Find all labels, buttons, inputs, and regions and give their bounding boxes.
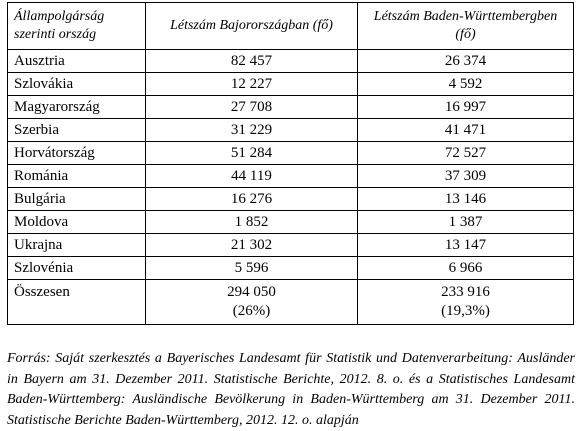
total-label: Összesen [8, 280, 146, 325]
total-bavaria-share: (26%) [232, 303, 271, 319]
table-row [8, 257, 574, 280]
country-cell: Ausztria [8, 50, 146, 73]
foreign-population-table [7, 2, 574, 325]
total-bw: 233 916 [441, 284, 490, 300]
bavaria-count-cell: 31 229 [146, 119, 358, 142]
bw-count-cell: 72 527 [358, 142, 574, 165]
bavaria-count-cell: 5 596 [146, 257, 358, 280]
source-note: Forrás: Saját szerkesztés a Bayerisches Landesamt für Statistik und Datenverarbeitung: Ausländer in Bayern am 31. Dezember 2011. Statistische Berichte, 2012. 8. o. és a Statistisches Landesamt Baden-Württemberg: Ausländische Bevölkerung in Baden-Württemberg am 31. Dezember 2011. Statistische Berichte Baden-Württemberg, 2012. 12. o. alapján [7, 351, 575, 428]
country-cell: Magyarország [8, 96, 146, 119]
table-row [8, 96, 574, 119]
bavaria-count-cell: 12 227 [146, 73, 358, 96]
table-row [8, 234, 574, 257]
table-row [8, 119, 574, 142]
total-bavaria-cell [146, 280, 358, 325]
bavaria-count-cell: 44 119 [146, 165, 358, 188]
bavaria-count-cell: 27 708 [146, 96, 358, 119]
country-cell: Szlovákia [8, 73, 146, 96]
header-country: Állampolgárság szerinti ország [8, 3, 146, 50]
table-total-row [8, 280, 574, 325]
country-cell: Szerbia [8, 119, 146, 142]
bw-count-cell: 6 966 [358, 257, 574, 280]
bw-count-cell: 13 147 [358, 234, 574, 257]
bavaria-count-cell: 16 276 [146, 188, 358, 211]
header-baden-wuerttemberg: Létszám Baden-Württembergben (fő) [358, 3, 574, 50]
bavaria-count-cell: 1 852 [146, 211, 358, 234]
country-cell: Románia [8, 165, 146, 188]
table-row [8, 165, 574, 188]
bw-count-cell: 37 309 [358, 165, 574, 188]
country-cell: Horvátország [8, 142, 146, 165]
country-cell: Bulgária [8, 188, 146, 211]
bw-count-cell: 26 374 [358, 50, 574, 73]
header-bavaria: Létszám Bajorországban (fő) [146, 3, 358, 50]
bw-count-cell: 13 146 [358, 188, 574, 211]
country-cell: Ukrajna [8, 234, 146, 257]
table-header-row [8, 3, 574, 50]
table-row [8, 188, 574, 211]
table-row [8, 73, 574, 96]
table-row [8, 142, 574, 165]
total-bavaria: 294 050 [227, 284, 276, 300]
table-body [8, 50, 574, 325]
total-bw-cell [358, 280, 574, 325]
table-row [8, 211, 574, 234]
bavaria-count-cell: 82 457 [146, 50, 358, 73]
country-cell: Moldova [8, 211, 146, 234]
bw-count-cell: 16 997 [358, 96, 574, 119]
bavaria-count-cell: 51 284 [146, 142, 358, 165]
country-cell: Szlovénia [8, 257, 146, 280]
bw-count-cell: 4 592 [358, 73, 574, 96]
total-bw-share: (19,3%) [441, 303, 490, 319]
table-row [8, 50, 574, 73]
bavaria-count-cell: 21 302 [146, 234, 358, 257]
bw-count-cell: 41 471 [358, 119, 574, 142]
bw-count-cell: 1 387 [358, 211, 574, 234]
